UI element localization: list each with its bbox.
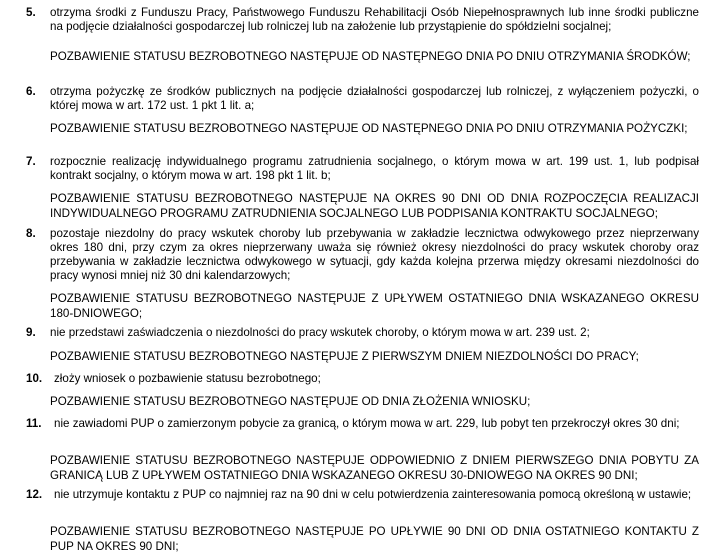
item-text: nie utrzymuje kontaktu z PUP co najmniej raz na 90 dni w celu potwierdzenia zainteresowania pomocą określoną w ustawie;	[54, 488, 692, 501]
item-number: 11.	[26, 417, 42, 430]
item-text: pozostaje niezdolny do pracy wskutek choroby lub przebywania w zakładzie lecznictwa odwykowego przez nieprzerwany okres 180 dni, przy czym za okres nieprzerwany uważa się również okresy niezdolności do pracy wskutek choroby oraz przebywania w zakładzie lecznictwa odwykowego w sytuacji, gdy każda kolejna przerwa między okresami niezdolności do pracy wynosi mniej niż 30 dni kalendarzowych;	[50, 227, 699, 282]
item-consequence: POZBAWIENIE STATUSU BEZROBOTNEGO NASTĘPUJE OD DNIA ZŁOŻENIA WNIOSKU;	[50, 395, 531, 408]
item-number: 6.	[26, 85, 36, 98]
item-number: 8.	[26, 227, 36, 240]
item-text: rozpocznie realizację indywidualnego programu zatrudnienia socjalnego, o którym mowa w art. 199 ust. 1, lub podpisał kontrakt socjalny, o którym mowa w art. 198 pkt 1 lit. b;	[50, 155, 699, 182]
item-text: nie zawiadomi PUP o zamierzonym pobycie za granicą, o którym mowa w art. 229, lub pobyt ten przekroczył okres 30 dni;	[54, 417, 680, 430]
item-number: 5.	[26, 6, 36, 19]
item-consequence: POZBAWIENIE STATUSU BEZROBOTNEGO NASTĘPUJE NA OKRES 90 DNI OD DNIA ROZPOCZĘCIA REALIZACJI INDYWIDUALNEGO PROGRAMU ZATRUDNIENIA SOCJALNEGO LUB PODPISANIA KONTRAKTU SOCJALNEGO;	[50, 192, 699, 220]
item-text: otrzyma środki z Funduszu Pracy, Państwowego Funduszu Rehabilitacji Osób Niepełnosprawnych lub inne środki publiczne na podjęcie działalności gospodarczej lub rolniczej lub na założenie lub przystąpienie do spółdzielni socjalnej;	[50, 6, 699, 33]
item-number: 7.	[26, 155, 36, 168]
item-text: złoży wniosek o pozbawienie statusu bezrobotnego;	[54, 372, 321, 385]
item-number: 9.	[26, 326, 36, 339]
item-consequence: POZBAWIENIE STATUSU BEZROBOTNEGO NASTĘPUJE OD NASTĘPNEGO DNIA PO DNIU OTRZYMANIA ŚRODKÓW;	[50, 50, 691, 63]
item-consequence: POZBAWIENIE STATUSU BEZROBOTNEGO NASTĘPUJE Z PIERWSZYM DNIEM NIEZDOLNOŚCI DO PRACY;	[50, 350, 639, 363]
item-number: 12.	[26, 488, 43, 501]
item-consequence: POZBAWIENIE STATUSU BEZROBOTNEGO NASTĘPUJE PO UPŁYWIE 90 DNI OD DNIA OSTATNIEGO KONTAKTU Z PUP NA OKRES 90 DNI;	[50, 525, 699, 553]
item-number: 10.	[26, 372, 43, 385]
item-consequence: POZBAWIENIE STATUSU BEZROBOTNEGO NASTĘPUJE ODPOWIEDNIO Z DNIEM PIERWSZEGO DNIA POBYTU ZA GRANICĄ LUB Z UPŁYWEM OSTATNIEGO DNIA WSKAZANEGO OKRESU 30-DNIOWEGO NA OKRES 90 DNI;	[50, 454, 699, 482]
item-consequence: POZBAWIENIE STATUSU BEZROBOTNEGO NASTĘPUJE OD NASTĘPNEGO DNIA PO DNIU OTRZYMANIA POŻYCZKI;	[50, 122, 688, 135]
item-text: otrzyma pożyczkę ze środków publicznych na podjęcie działalności gospodarczej lub rolniczej, z wyłączeniem pożyczki, o której mowa w art. 172 ust. 1 pkt 1 lit. a;	[50, 85, 699, 112]
item-text: nie przedstawi zaświadczenia o niezdolności do pracy wskutek choroby, o którym mowa w art. 239 ust. 2;	[50, 326, 590, 339]
item-consequence: POZBAWIENIE STATUSU BEZROBOTNEGO NASTĘPUJE Z UPŁYWEM OSTATNIEGO DNIA WSKAZANEGO OKRESU 180-DNIOWEGO;	[50, 292, 699, 320]
